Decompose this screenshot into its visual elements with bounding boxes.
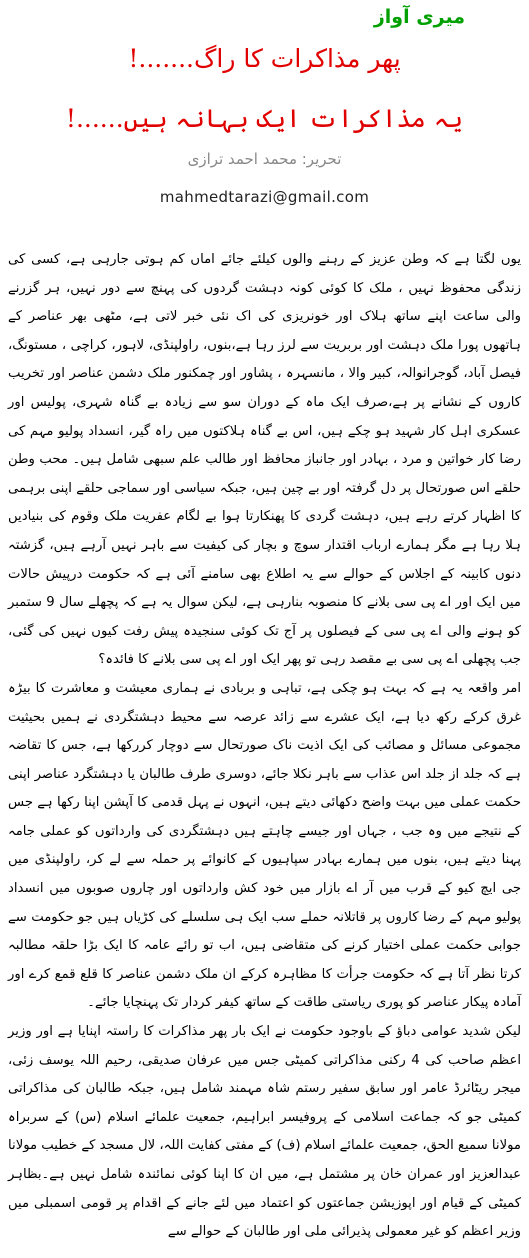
article-body xyxy=(8,246,521,1247)
paragraph: امر واقعہ یہ ہے کہ بہت ہو چکی ہے، تباہی و بربادی نے ہماری معیشت و معاشرت کا بیڑہ غرق کرکے رکھ دیا ہے، ایک عشرے سے زائد عرصہ سے محیط دہشتگردی نے ہمیں بحیثیت مجموعی مسائل و مصائب کی ایک اذیت ناک صورتحال سے دوچار کررکھا ہے، جس کا تقاضہ ہے کہ جلد از جلد اس عذاب سے باہر نکلا جائے، دوسری طرف طالبان یا دہشتگرد عناصر اپنی حکمت عملی میں بہت واضح دکھائی دیتے ہیں، انہوں نے پہل قدمی کا آپشن اپنا رکھا ہے جس کے نتیجے میں وہ جب ، جہاں اور جیسے چاہتے ہیں دہشتگردی کی وارداتوں کو عملی جامہ پہنا دیتے ہیں، بنوں میں ہمارے بہادر سپاہیوں کے کانوائے پر حملہ سے لے کر، راولپنڈی میں جی ایچ کیو کے قرب میں آر اے بازار میں خود کش وارداتوں اور چاروں صوبوں میں انسداد پولیو مہم کے رضا کاروں پر قاتلانہ حملے سب ایک ہی سلسلے کی کڑیاں ہیں جو حکومت سے جوابی حکمت عملی اختیار کرنے کی متقاضی ہیں، اب تو رائے عامہ کا ایک بڑا حلقہ مطالبہ کرتا نظر آتا ہے کہ حکومت جرأت کا مظاہرہ کرکے ان ملک دشمن عناصر کا قلع قمع کرے اور آمادہ پیکار عناصر کو پوری ریاستی طاقت کے ساتھ کیفر کردار تک پہنچایا جائے۔ xyxy=(8,680,521,1011)
paragraph: یوں لگتا ہے کہ وطن عزیز کے رہنے والوں کیلئے جائے اماں کم ہوتی جارہی ہے، کسی کی زندگی محفوظ نہیں ، ملک کا کوئی کونہ دہشت گردوں کی پہنچ سے دور نہیں، ہر گزرنے والی ساعت اپنے ساتھ ہلاک اور خونریزی کی اک نئی خبر لاتی ہے، مٹھی بھر عناصر کے ہاتھوں پورا ملک دہشت اور بربریت سے لرز رہا ہے،بنوں، راولپنڈی، لاہور، کراچی ، مستونگ، فیصل آباد، گوجرانوالہ، کبیر والا ، مانسہرہ ، پشاور اور چمکنور ملک دشمن عناصر اور تخریب کاروں کے نشانے پر ہے،صرف ایک ماہ کے دوران سو سے زیادہ بے گناہ شہری، پولیس اور عسکری اہل کار شہید ہو چکے ہیں، اس بے گناہ ہلاکتوں میں راہ گیر، انسداد پولیو مہم کی رضا کار خواتین و مرد ، بہادر اور جانباز محافظ اور طالب علم سبھی شامل ہیں۔ محب وطن حلقے اس صورتحال پر دل گرفتہ اور بے چین ہیں، جبکہ سیاسی اور سماجی حلقے اپنی برہمی کا اظہار کرتے رہے ہیں، دہشت گردی کا پھنکارتا ہوا بے لگام عفریت ملک وقوم کی بنیادیں ہلا رہا ہے مگر ہمارے ارباب اقتدار سوچ و بچار کی کیفیت سے باہر نہیں آرہے ہیں، گزشتہ دنوں کابینہ کے اجلاس کے حوالے سے یہ اطلاع بھی سامنے آئی ہے کہ حکومت درپیش حالات میں ایک اور اے پی سی بلانے کا منصوبہ بنارہی ہے، لیکن سوال یہ ہے کہ پچھلے سال 9 ستمبر کو ہونے والی اے پی سی کے فیصلوں پر آج تک کوئی سنجیدہ پیش رفت کیوں نہیں کی گئی، جب پچھلی اے پی سی بے مقصد رہی تو پھر ایک اور اے پی سی بلانے کا فائدہ؟ xyxy=(8,252,521,668)
headline-primary: پھر مذاکرات کا راگ.......! xyxy=(128,44,401,73)
paragraph: لیکن شدید عوامی دباؤ کے باوجود حکومت نے ایک بار پھر مذاکرات کا راستہ اپنایا ہے اور وزیر اعظم صاحب کی 4 رکنی مذاکراتی کمیٹی جس میں عرفان صدیقی، رحیم اللہ یوسف زئی، میجر ریٹائرڈ عامر اور سابق سفیر رستم شاہ مہمند شامل ہیں، جبکہ طالبان کی مذاکراتی کمیٹی جو کہ جماعت اسلامی کے پروفیسر ابراہیم، جمعیت علمائے اسلام (س) کے سربراہ مولانا سمیع الحق، جمعیت علمائے اسلام (ف) کے مفتی کفایت اللہ، لال مسجد کے خطیب مولانا عبدالعزیز اور عمران خان پر مشتمل ہے، میں ان کا اپنا کوئی نمائندہ شامل نہیں ہے۔بظاہر کمیٹی کے قیام اور اپوزیشن جماعتوں کو اعتماد میں لئے جانے کے اقدام پر قومی اسمبلی میں وزیر اعظم کو غیر معمولی پذیرائی ملی اور طالبان کے حوالے سے xyxy=(8,1024,521,1240)
headline-secondary: یہ مذاکرات ایک بہانہ ہیں......! xyxy=(65,104,464,133)
column-brand: میری آواز xyxy=(373,6,465,28)
author-byline: تحریر: محمد احمد ترازی xyxy=(187,150,342,168)
author-email: mahmedtarazi@gmail.com xyxy=(159,188,370,206)
